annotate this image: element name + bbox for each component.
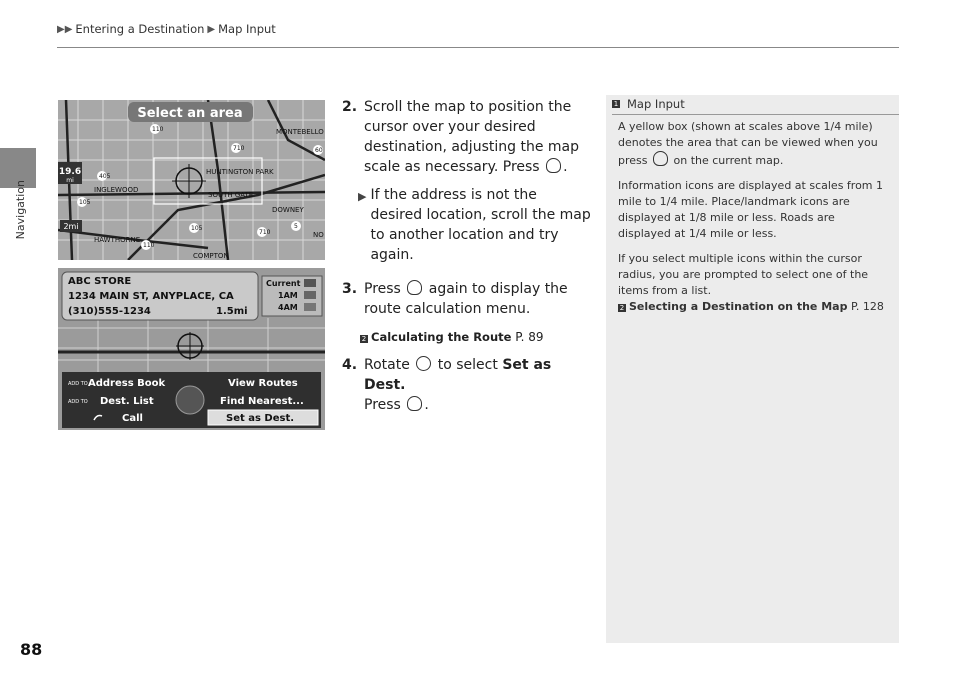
route-option: 1AM <box>278 291 298 300</box>
side-text: Information icons are displayed at scales from 1 mile to 1/4 mile. Place/landmark icons are displayed at 1/8 mile or less. Roads are displayed at 1/4 mile or less. <box>618 179 884 240</box>
step-number: 3. <box>342 281 358 297</box>
place-label: HAWTHORNE <box>94 236 141 244</box>
store-name: ABC STORE <box>68 276 132 287</box>
place-label: NO <box>313 231 324 239</box>
triangle-icon: ▶ <box>207 23 216 35</box>
add-to-icon: ADD TO <box>68 399 88 405</box>
route-option: Current <box>266 279 301 288</box>
note-text: If the address is not the desired location, scroll the map to another location and try again. <box>370 187 591 263</box>
route-shield: 110 <box>152 126 164 133</box>
step-number: 2. <box>342 99 358 115</box>
step-2-note <box>358 185 592 265</box>
step-text: . <box>563 159 568 175</box>
side-text: on the current map. <box>673 154 784 167</box>
interface-dial-icon <box>416 356 431 371</box>
route-shield: 5 <box>294 223 298 230</box>
header-rule <box>57 47 899 48</box>
reference-title: Selecting a Destination on the Map <box>629 300 848 313</box>
breadcrumb-item: Map Input <box>218 22 276 36</box>
place-label: INGLEWOOD <box>94 186 139 194</box>
reference-icon: 2 <box>619 304 625 312</box>
route-shield: 405 <box>99 173 111 180</box>
side-note-title <box>612 97 685 111</box>
enter-button-icon <box>407 396 422 411</box>
route-shield: 710 <box>233 145 245 152</box>
route-shield: 710 <box>259 229 271 236</box>
place-label: HUNTINGTON PARK <box>206 168 274 176</box>
add-to-icon: ADD TO <box>68 381 88 387</box>
step-text: Press <box>364 281 401 297</box>
reference-page: P. 89 <box>515 330 544 344</box>
reference-title: Calculating the Route <box>371 330 512 344</box>
breadcrumb <box>57 22 276 36</box>
side-text: A yellow box (shown at scales above 1/4 mile) denotes the area that can be viewed when you press <box>618 120 878 167</box>
step-text: to select <box>437 357 498 373</box>
menu-dest-list: Dest. List <box>100 396 154 407</box>
side-note-heading: Map Input <box>627 97 685 111</box>
note-marker-icon: 1 <box>613 100 619 108</box>
step-text: . <box>424 397 429 413</box>
place-label: COMPTON <box>193 252 229 260</box>
section-label: Navigation <box>14 180 27 240</box>
place-label: SOUTH GATE <box>208 191 254 199</box>
cross-reference[interactable] <box>618 300 884 313</box>
step-text: again to display the route calculation menu. <box>364 281 568 317</box>
side-note-rule <box>612 114 899 115</box>
enter-button-icon <box>546 158 561 173</box>
route-shield: 105 <box>79 199 91 206</box>
map-banner: Select an area <box>137 106 243 121</box>
scale-bar: 2mi <box>63 222 79 231</box>
breadcrumb-item: Entering a Destination <box>75 22 205 36</box>
route-menu-screenshot <box>58 268 325 430</box>
route-option: 4AM <box>278 303 298 312</box>
step-emphasis: Set as Dest. <box>364 357 552 393</box>
route-shield: 105 <box>191 225 203 232</box>
triangle-icon: ▶ <box>358 190 367 203</box>
store-address: 1234 MAIN ST, ANYPLACE, CA <box>68 291 234 302</box>
instructions <box>342 97 592 423</box>
reference-page: P. 128 <box>850 300 884 313</box>
menu-set-as-dest: Set as Dest. <box>226 413 295 424</box>
step-text: Rotate <box>364 357 410 373</box>
menu-find-nearest: Find Nearest... <box>220 396 304 407</box>
step-2 <box>342 97 592 177</box>
route-shield: 110 <box>143 242 155 249</box>
step-number: 4. <box>342 357 358 373</box>
menu-address-book: Address Book <box>88 378 166 389</box>
route-shield: 60 <box>315 147 323 154</box>
enter-button-icon <box>407 280 422 295</box>
side-text: If you select multiple icons within the cursor radius, you are prompted to select one of the items from a list. <box>618 252 869 297</box>
side-note-body <box>618 119 888 324</box>
reference-icon: 2 <box>361 335 367 343</box>
step-text: Scroll the map to position the cursor over your desired destination, adjusting the map scale as necessary. Press <box>364 99 579 175</box>
page-number: 88 <box>20 640 43 659</box>
step-text: Press <box>364 397 401 413</box>
scale-unit: mi <box>66 177 74 184</box>
menu-view-routes: View Routes <box>228 378 298 389</box>
place-label: DOWNEY <box>272 206 304 214</box>
store-distance: 1.5mi <box>216 306 248 317</box>
cross-reference[interactable] <box>360 327 592 347</box>
enter-button-icon <box>653 151 668 166</box>
scale-value: 19.6 <box>58 167 82 177</box>
step-3 <box>342 279 592 319</box>
triangle-icon: ▶▶ <box>57 23 73 35</box>
place-label: MONTEBELLO <box>276 128 324 136</box>
step-4 <box>342 355 592 415</box>
map-screenshot <box>58 100 325 260</box>
store-phone: (310)555-1234 <box>68 306 151 317</box>
menu-call: Call <box>122 413 143 424</box>
